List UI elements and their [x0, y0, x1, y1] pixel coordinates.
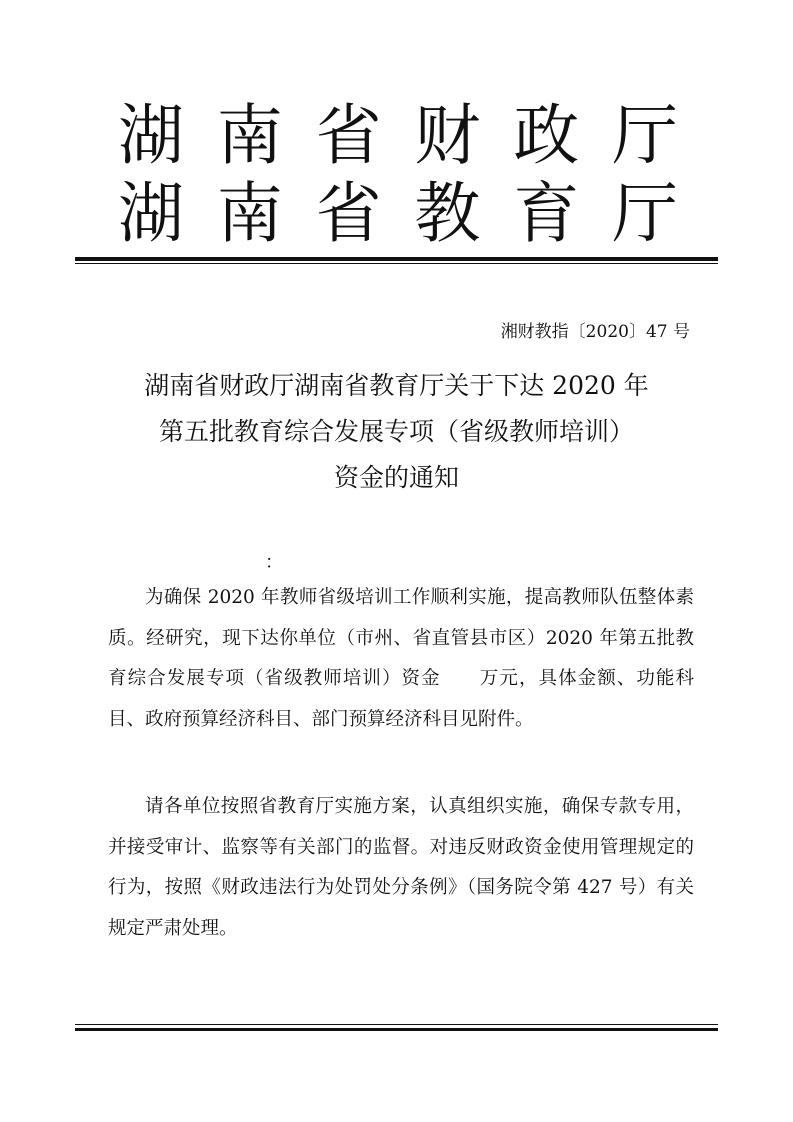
- title-line-1: 湖南省财政厅湖南省教育厅关于下达 2020 年: [144, 371, 649, 400]
- title-line-2: 第五批教育综合发展专项（省级教师培训）: [158, 417, 634, 446]
- document-number: 湘财教指〔2020〕47 号: [500, 322, 690, 342]
- header-char: 厅: [611, 175, 678, 252]
- header-char: 湖: [118, 97, 184, 174]
- body-paragraph-1: [108, 578, 694, 740]
- footer-divider-thin: [75, 1024, 718, 1025]
- body-paragraph-1-text: 为确保 2020 年教师省级培训工作顺利实施，提高教师队伍整体素质。经研究，现下达你单位（市州、省直管县市区）2020 年第五批教育综合发展专项（省级教师培训）资金 万元，具体金额、功能科目、政府预算经济科目、部门预算经济科目见附件。: [108, 587, 694, 730]
- body-paragraph-2-text: 请各单位按照省教育厅实施方案，认真组织实施，确保专款专用，并接受审计、监察等有关部门的监督。对违反财政资金使用管理规定的行为，按照《财政违法行为处罚处分条例》（国务院令第 427 号）有关规定严肃处理。: [108, 796, 694, 939]
- issuer-header-line-2: [118, 175, 678, 252]
- header-divider-thick: [75, 257, 718, 261]
- issuer-header-line-1: [118, 97, 678, 174]
- header-char: 南: [216, 97, 283, 174]
- header-char: 省: [315, 175, 382, 252]
- footer-divider-thick: [75, 1028, 718, 1031]
- title-line-3: 资金的通知: [333, 463, 459, 492]
- header-divider-thin: [75, 263, 718, 264]
- header-char: 省: [315, 97, 382, 174]
- header-char: 育: [513, 175, 580, 252]
- addressee-colon: ：: [265, 552, 283, 573]
- header-char: 财: [414, 97, 481, 174]
- header-char: 政: [513, 97, 580, 174]
- header-char: 南: [216, 175, 283, 252]
- header-char: 厅: [611, 97, 678, 174]
- header-char: 湖: [118, 175, 184, 252]
- header-char: 教: [414, 175, 481, 252]
- body-paragraph-2: [108, 787, 694, 949]
